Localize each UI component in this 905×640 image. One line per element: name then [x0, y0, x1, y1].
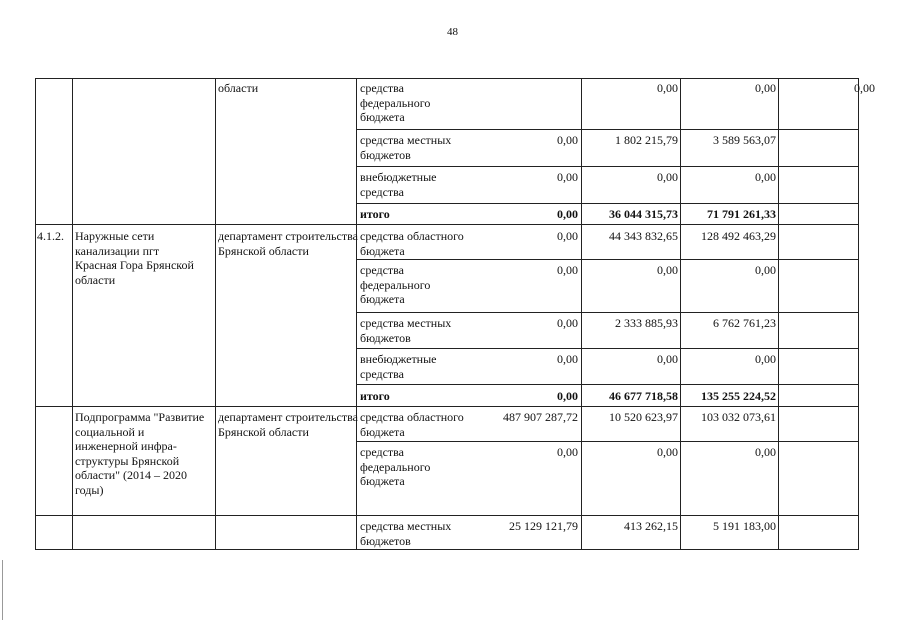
funding-source-cell: средства областного бюджета: [360, 410, 464, 439]
value-cell: 0,00: [755, 263, 776, 277]
value-cell: 0,00: [657, 81, 678, 95]
value-cell: 0,00: [755, 81, 776, 95]
value-cell: 1 802 215,79: [615, 133, 678, 147]
value-cell: 0,00: [557, 229, 578, 243]
total-value-cell: 0,00: [557, 207, 578, 221]
value-cell: 0,00: [755, 445, 776, 459]
value-cell: 3 589 563,07: [713, 133, 776, 147]
value-cell: 44 343 832,65: [609, 229, 678, 243]
total-value-cell: 0,00: [557, 389, 578, 403]
total-value-cell: 71 791 261,33: [707, 207, 776, 221]
value-cell: 413 262,15: [624, 519, 678, 533]
subprogram-name-cell: Подпрограмма "Развитие социальной и инженерной инфра-структуры Брянской области" (2014 – 2020 годы): [75, 410, 205, 497]
funding-source-cell: средства федерального бюджета: [360, 81, 431, 124]
funding-source-cell: средства федерального бюджета: [360, 445, 431, 488]
value-cell: 0,00: [557, 170, 578, 184]
total-label: итого: [360, 389, 390, 403]
value-cell: 6 762 761,23: [713, 316, 776, 330]
value-cell: 0,00: [755, 170, 776, 184]
total-value-cell: 36 044 315,73: [609, 207, 678, 221]
value-cell: 10 520 623,97: [609, 410, 678, 424]
value-cell: 2 333 885,93: [615, 316, 678, 330]
value-cell: 5 191 183,00: [713, 519, 776, 533]
executor-cell: департамент строительства Брянской области: [218, 229, 358, 258]
executor-cell: департамент строительства Брянской области: [218, 410, 358, 439]
value-cell: 0,00: [657, 170, 678, 184]
executor-cell: области: [218, 81, 259, 95]
funding-source-cell: внебюджетные средства: [360, 170, 437, 199]
page-number: 48: [447, 26, 458, 38]
value-cell: 128 492 463,29: [701, 229, 776, 243]
value-cell: 0,00: [657, 352, 678, 366]
item-name-cell: Наружные сети канализации пгт Красная Гора Брянской области: [75, 229, 194, 287]
value-cell: 103 032 073,61: [701, 410, 776, 424]
scan-edge-mark: [2, 560, 3, 620]
value-cell: 0,00: [557, 316, 578, 330]
funding-source-cell: средства местных бюджетов: [360, 519, 452, 548]
funding-source-cell: средства местных бюджетов: [360, 133, 452, 162]
value-cell: 0,00: [557, 133, 578, 147]
value-cell: 0,00: [657, 445, 678, 459]
value-cell: 0,00: [557, 263, 578, 277]
funding-source-cell: средства областного бюджета: [360, 229, 464, 258]
funding-source-cell: средства местных бюджетов: [360, 316, 452, 345]
value-cell: 0,00: [657, 263, 678, 277]
total-value-cell: 46 677 718,58: [609, 389, 678, 403]
value-cell: 0,00: [557, 352, 578, 366]
total-value-cell: 135 255 224,52: [701, 389, 776, 403]
value-cell: 0,00: [854, 81, 875, 95]
total-label: итого: [360, 207, 390, 221]
value-cell: 25 129 121,79: [509, 519, 578, 533]
funding-source-cell: средства федерального бюджета: [360, 263, 431, 306]
value-cell: 0,00: [755, 352, 776, 366]
value-cell: 0,00: [557, 445, 578, 459]
value-cell: 487 907 287,72: [503, 410, 578, 424]
item-number-cell: 4.1.2.: [37, 229, 64, 243]
funding-source-cell: внебюджетные средства: [360, 352, 437, 381]
